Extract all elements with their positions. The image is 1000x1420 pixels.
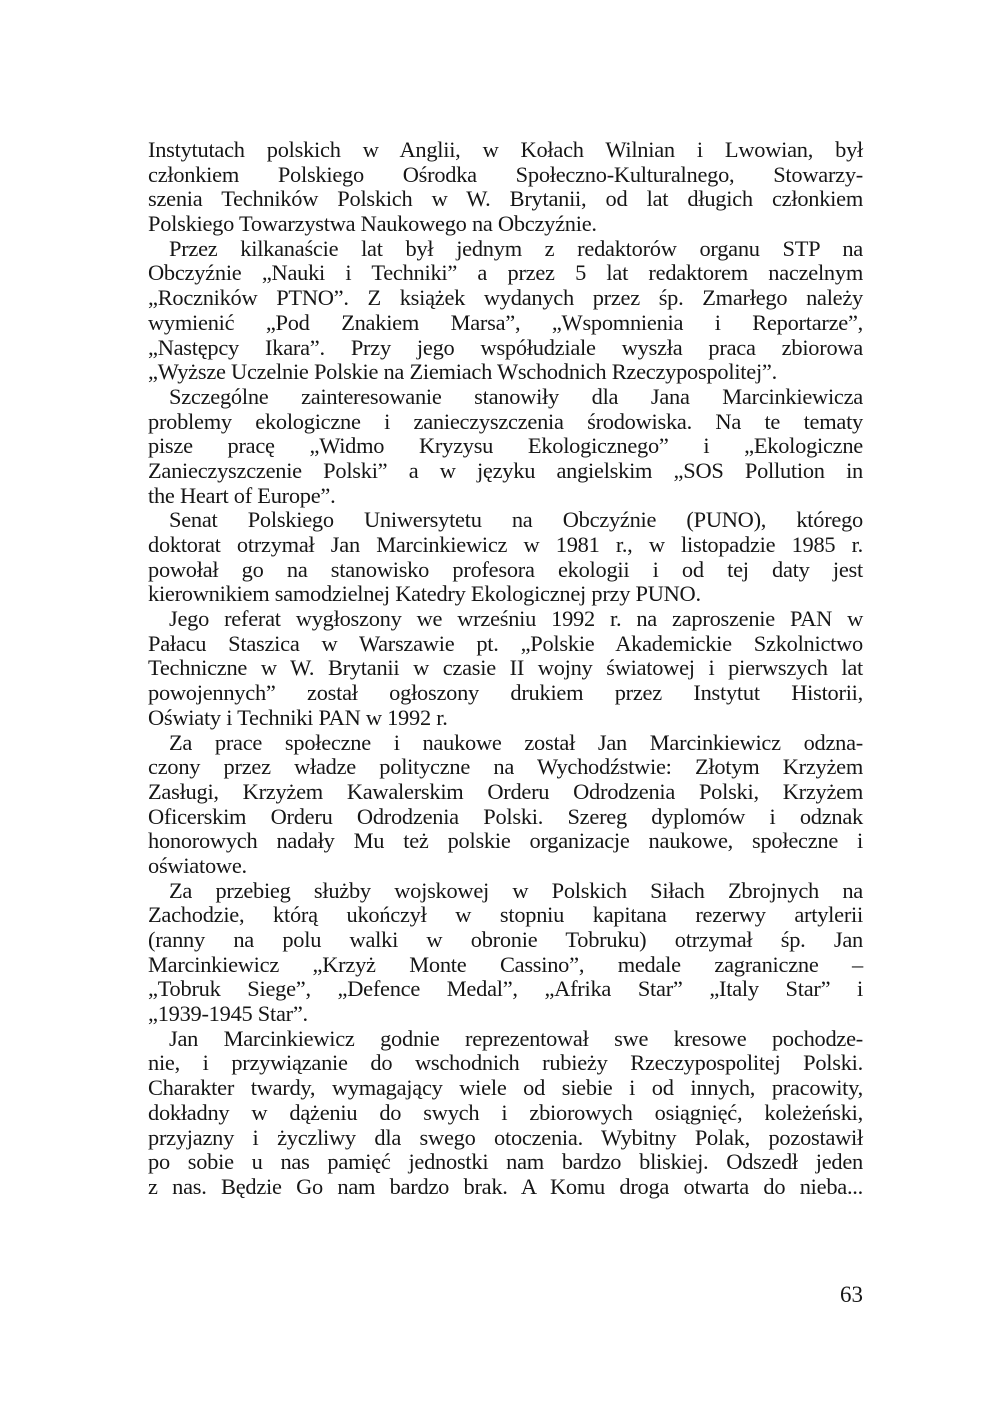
text-line: Obczyźnie „Nauki i Techniki” a przez 5 lat redaktorem naczelnym: [148, 260, 863, 286]
text-line: Jego referat wygłoszony we wrześniu 1992 r. na zaproszenie PAN w: [169, 606, 863, 632]
text-line: Zachodzie, którą ukończył w stopniu kapitana rezerwy artylerii: [148, 902, 863, 928]
text-line: pisze pracę „Widmo Kryzysu Ekologicznego” i „Ekologiczne: [148, 433, 863, 459]
text-line: „Roczników PTNO”. Z książek wydanych przez śp. Zmarłego należy: [148, 285, 863, 311]
text-line: Zasługi, Krzyżem Kawalerskim Orderu Odrodzenia Polski, Krzyżem: [148, 778, 863, 804]
text-line: powołał go na stanowisko profesora ekologii i od tej daty jest: [148, 556, 863, 582]
paragraph-ecology-interests: [148, 385, 863, 508]
paragraph-pan-lecture: [148, 607, 863, 730]
text-line: Marcinkiewicz „Krzyż Monte Cassino”, medale zagraniczne –: [148, 951, 863, 977]
body-text: [148, 138, 863, 1200]
text-line: kierownikiem samodzielnej Katedry Ekologicznej przy PUNO.: [148, 581, 701, 607]
text-line: (ranny na polu walki w obronie Tobruku) otrzymał śp. Jan: [148, 927, 863, 952]
text-line: z nas. Będzie Go nam bardzo brak. A Komu droga otwarta do nieba...: [148, 1173, 863, 1199]
text-line: „Tobruk Siege”, „Defence Medal”, „Afrika Star” „Italy Star” i: [148, 976, 863, 1002]
text-line: problemy ekologiczne i zanieczyszczenia środowiska. Na te tematy: [148, 408, 863, 434]
text-line: członkiem Polskiego Ośrodka Społeczno-Kulturalnego, Stowarzy-: [148, 161, 863, 187]
text-line: Za przebieg służby wojskowej w Polskich Siłach Zbrojnych na: [169, 877, 863, 903]
text-line: Za prace społeczne i naukowe został Jan Marcinkiewicz odzna-: [169, 729, 863, 755]
text-line: powojennych” został ogłoszony drukiem przez Instytut Historii,: [148, 680, 863, 706]
paragraph-military-service: [148, 879, 863, 1027]
text-line: Pałacu Staszica w Warszawie pt. „Polskie Akademickie Szkolnictwo: [148, 630, 863, 656]
paragraph-editorial-work: [148, 237, 863, 385]
text-line: Zanieczyszczenie Polski” a w języku angielskim „SOS Pollution in: [148, 457, 863, 483]
text-line: szenia Techników Polskich w W. Brytanii, od lat długich członkiem: [148, 186, 863, 212]
paragraph-puno-professorship: [148, 508, 863, 607]
text-line: Senat Polskiego Uniwersytetu na Obczyźnie (PUNO), którego: [169, 507, 863, 533]
text-line: Charakter twardy, wymagający wiele od siebie i od innych, pracowity,: [148, 1075, 863, 1101]
text-line: Techniczne w W. Brytanii w czasie II wojny światowej i pierwszych lat: [148, 655, 863, 681]
text-line: oświatowe.: [148, 852, 247, 878]
text-line: „Następcy Ikara”. Przy jego współudziale wyszła praca zbiorowa: [148, 334, 863, 360]
paragraph-tribute: [148, 1027, 863, 1200]
text-line: Przez kilkanaście lat był jednym z redaktorów organu STP na: [169, 235, 863, 261]
page-number: 63: [840, 1282, 863, 1307]
text-line: przyjazny i życzliwy dla swego otoczenia. Wybitny Polak, pozostawił: [148, 1124, 863, 1150]
text-line: nie, i przywiązanie do wschodnich rubieży Rzeczypospolitej Polski.: [148, 1050, 863, 1076]
text-line: Polskiego Towarzystwa Naukowego na Obczyźnie.: [148, 211, 597, 237]
text-line: Jan Marcinkiewicz godnie reprezentował swe kresowe pochodze-: [169, 1025, 863, 1051]
text-line: Szczególne zainteresowanie stanowiły dla Jana Marcinkiewicza: [169, 383, 863, 409]
text-line: doktorat otrzymał Jan Marcinkiewicz w 1981 r., w listopadzie 1985 r.: [148, 532, 863, 557]
paragraph-civil-honours: [148, 731, 863, 879]
text-line: Oficerskim Orderu Odrodzenia Polski. Szereg dyplomów i odznak: [148, 803, 863, 829]
text-line: po sobie u nas pamięć jednostki nam bardzo bliskiej. Odszedł jeden: [148, 1149, 863, 1175]
text-line: Instytutach polskich w Anglii, w Kołach Wilnian i Lwowian, był: [148, 137, 863, 162]
text-line: the Heart of Europe”.: [148, 482, 336, 508]
text-line: dokładny w dążeniu do swych i zbiorowych osiągnięć, koleżeński,: [148, 1099, 863, 1125]
text-line: „1939-1945 Star”.: [148, 1001, 308, 1027]
text-line: czony przez władze polityczne na Wychodźstwie: Złotym Krzyżem: [148, 754, 863, 780]
text-line: honorowych nadały Mu też polskie organizacje naukowe, społeczne i: [148, 828, 863, 854]
text-line: wymienić „Pod Znakiem Marsa”, „Wspomnienia i Reportarze”,: [148, 309, 863, 335]
paragraph-memberships: [148, 138, 863, 237]
text-line: Oświaty i Techniki PAN w 1992 r.: [148, 704, 448, 730]
text-line: „Wyższe Uczelnie Polskie na Ziemiach Wschodnich Rzeczypospolitej”.: [148, 359, 777, 385]
